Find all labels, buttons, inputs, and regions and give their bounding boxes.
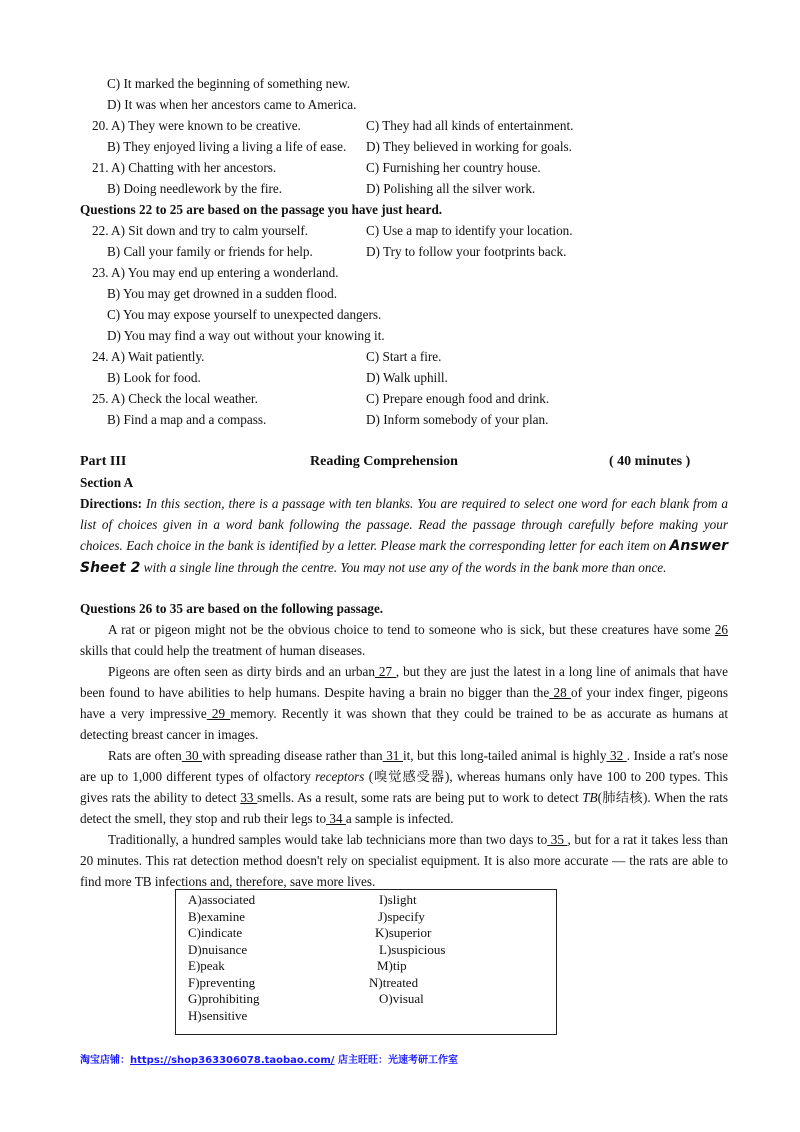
passage-text: of your index finger, pigeons have a very impressive	[80, 685, 728, 721]
part-title: Reading Comprehension	[310, 454, 458, 469]
footer-owner: 店主旺旺：光速考研工作室	[334, 1055, 458, 1066]
option-text: 21. A) Chatting with her ancestors.	[92, 160, 277, 175]
option-text: C) You may expose yourself to unexpected dangers.	[107, 307, 382, 322]
answer-sheet-label: Answer Sheet 2	[80, 538, 729, 576]
option-text: B) Doing needlework by the fire.	[107, 181, 283, 196]
word-bank-item: B)examine	[188, 908, 246, 924]
passage-text: with spreading disease rather than	[202, 748, 383, 763]
option-text: 20. A) They were known to be creative.	[92, 118, 301, 133]
part-time: ( 40 minutes )	[609, 454, 691, 469]
passage-text: Pigeons are often seen as dirty birds and an urban	[108, 664, 375, 679]
word-bank-item: O)visual	[379, 991, 424, 1006]
heading-text: Questions 22 to 25 are based on the passage you have just heard.	[80, 202, 443, 217]
blank-28: 28	[549, 685, 572, 700]
q20-row-2	[0, 136, 800, 157]
option-text: D) Try to follow your footprints back.	[366, 244, 567, 259]
q22-row-1	[0, 220, 800, 241]
footer	[80, 1051, 458, 1066]
word-bank-item: G)prohibiting	[188, 991, 260, 1006]
option-text: 25. A) Check the local weather.	[92, 391, 258, 406]
footer-shop-link[interactable]: https://shop363306078.taobao.com/	[130, 1055, 335, 1066]
q24-row-1	[0, 346, 800, 367]
option-text: 23. A) You may end up entering a wonderland.	[92, 265, 339, 280]
blank-32: 32	[606, 748, 627, 763]
option-text: B) Call your family or friends for help.	[107, 244, 313, 259]
word-bank-item: J)specify	[378, 908, 425, 924]
q19-row-c	[0, 73, 800, 94]
part-header	[0, 451, 800, 472]
word-bank-item: L)suspicious	[379, 941, 446, 957]
option-text: B) You may get drowned in a sudden flood.	[107, 286, 338, 301]
blank-30: 30	[181, 748, 203, 763]
word-bank-item: I)slight	[379, 892, 417, 907]
passage-text: , but for a rat it takes less than 20 minutes. This rat detection method doesn't rely on specialist equipment. It is also more accurate — the rats are able to find more TB infections and, therefore, save more lives.	[80, 832, 728, 889]
option-text: 22. A) Sit down and try to calm yourself.	[92, 223, 309, 238]
q22-row-2	[0, 241, 800, 262]
option-text: D) Walk uphill.	[366, 370, 448, 385]
blank-34: 34	[326, 811, 346, 826]
passage-text: . Inside a rat's nose are up to 1,000 different types of olfactory	[80, 748, 729, 784]
passage-text: skills that could help the treatment of human diseases.	[80, 643, 366, 658]
option-text: C) It marked the beginning of something new.	[107, 76, 351, 91]
word-bank-item: K)superior	[375, 925, 432, 940]
q26-35-heading	[0, 598, 800, 619]
passage-text: smells. As a result, some rats are being put to work to detect	[257, 790, 583, 805]
passage-italic-term: TB	[582, 790, 598, 805]
blank-31: 31	[382, 748, 403, 763]
directions	[80, 493, 728, 579]
passage-paragraph-4	[80, 829, 728, 892]
blank-29: 29	[206, 706, 231, 721]
footer-shop-label: 淘宝店铺：	[80, 1055, 130, 1066]
option-text: C) Use a map to identify your location.	[366, 223, 573, 238]
option-text: D) It was when her ancestors came to America.	[107, 97, 357, 112]
passage-italic-term: receptors	[315, 769, 365, 784]
option-text: D) Inform somebody of your plan.	[366, 412, 549, 427]
passage-paragraph-3	[80, 745, 728, 829]
option-text: C) They had all kinds of entertainment.	[366, 118, 574, 133]
passage-text: (嗅觉感受器), whereas humans only have 100 to 200 types. This gives rats the ability to detect	[80, 769, 729, 805]
q23-row-a	[0, 262, 800, 283]
blank-33: 33	[240, 790, 258, 805]
word-bank-item: D)nuisance	[188, 941, 248, 957]
q25-row-2	[0, 409, 800, 430]
word-bank-item: C)indicate	[188, 925, 243, 940]
directions-text: In this section, there is a passage with ten blanks. You are required to select one word for each blank from a list of choices given in a word bank following the passage. Read the passage through carefully before making your choices. Each choice in the bank is identified by a letter. Please mark the corresponding letter for each item on	[80, 496, 728, 553]
directions-label: Directions:	[80, 496, 143, 511]
word-bank-item: E)peak	[188, 958, 225, 973]
word-bank	[175, 889, 557, 1035]
q20-row-1	[0, 115, 800, 136]
section-a-heading	[0, 472, 800, 493]
blank-27: 27	[374, 664, 396, 679]
word-bank-item: N)treated	[369, 974, 419, 990]
q19-row-d	[0, 94, 800, 115]
option-text: B) They enjoyed living a living a life of ease.	[107, 139, 347, 154]
passage-paragraph-1	[80, 619, 728, 661]
q21-row-1	[0, 157, 800, 178]
passage-text: a sample is infected.	[345, 811, 454, 826]
option-text: D) You may find a way out without your knowing it.	[107, 328, 385, 343]
q24-row-2	[0, 367, 800, 388]
option-text: C) Start a fire.	[366, 349, 442, 364]
q23-row-b	[0, 283, 800, 304]
passage-text: memory. Recently it was shown that they could be trained to be as accurate as humans at detecting breast cancer in images.	[80, 706, 728, 742]
q21-row-2	[0, 178, 800, 199]
word-bank-item: M)tip	[377, 958, 407, 973]
option-text: D) Polishing all the silver work.	[366, 181, 536, 196]
q23-row-c	[0, 304, 800, 325]
section-label: Section A	[80, 475, 134, 490]
passage-text: it, but this long-tailed animal is highly	[402, 748, 607, 763]
word-bank-item: H)sensitive	[188, 1007, 248, 1023]
word-bank-item: A)associated	[188, 892, 256, 907]
passage-paragraph-2	[80, 661, 728, 745]
directions-text-2: with a single line through the centre. You may not use any of the words in the bank more than once.	[143, 560, 667, 575]
option-text: B) Find a map and a compass.	[107, 412, 267, 427]
passage-text: A rat or pigeon might not be the obvious choice to tend to someone who is sick, but these creatures have some	[108, 622, 715, 637]
blank-26: 26	[714, 622, 728, 637]
q23-row-d	[0, 325, 800, 346]
option-text: B) Look for food.	[107, 370, 201, 385]
part-label: Part III	[80, 454, 127, 469]
blank-35: 35	[547, 832, 568, 847]
option-text: 24. A) Wait patiently.	[92, 349, 205, 364]
heading-text: Questions 26 to 35 are based on the following passage.	[80, 601, 384, 616]
option-text: D) They believed in working for goals.	[366, 139, 572, 154]
option-text: C) Furnishing her country house.	[366, 160, 541, 175]
passage-text: (肺结核). When the rats detect the smell, they stop and rub their legs to	[80, 790, 729, 826]
q25-row-1	[0, 388, 800, 409]
passage-text: Traditionally, a hundred samples would take lab technicians more than two days to	[108, 832, 548, 847]
passage-text: , but they are just the latest in a long line of animals that have been found to have abilities to help humans. Despite having a brain no bigger than the	[80, 664, 728, 700]
option-text: C) Prepare enough food and drink.	[366, 391, 550, 406]
passage-text: Rats are often	[108, 748, 182, 763]
q22-25-heading	[0, 199, 800, 220]
word-bank-item: F)preventing	[188, 974, 256, 990]
